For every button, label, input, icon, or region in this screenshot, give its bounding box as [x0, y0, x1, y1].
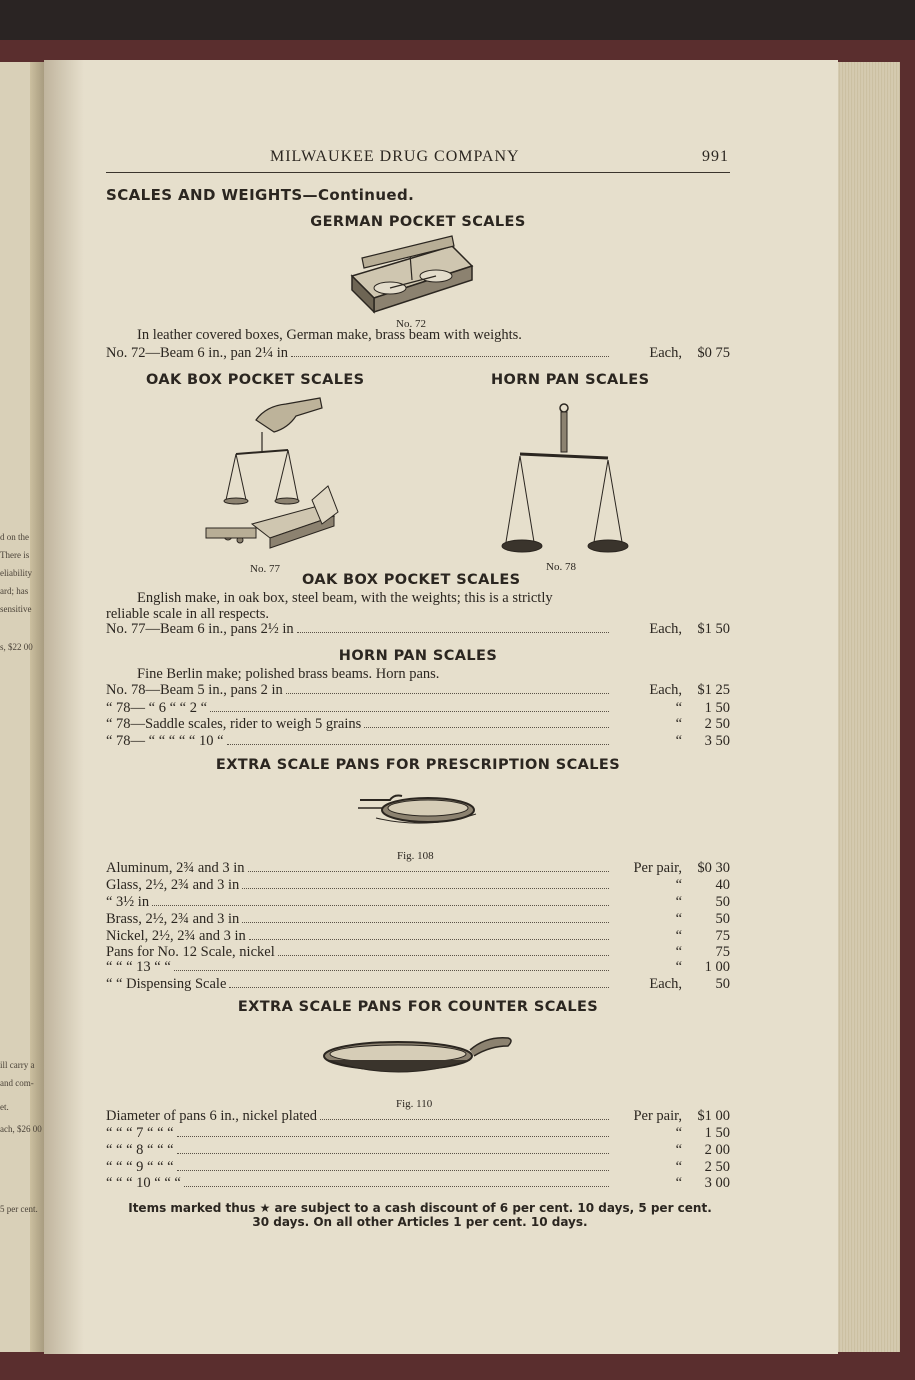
price: 2 50 [704, 1159, 730, 1175]
item-description: Pans for No. 12 Scale, nickel [106, 944, 275, 960]
price: $1 25 [697, 682, 730, 698]
page-edges [838, 62, 900, 1352]
unit: “ [675, 700, 682, 716]
item-description: “ 3½ in [106, 894, 150, 910]
price-row [106, 1175, 730, 1193]
german-scale-illustration [340, 236, 490, 316]
price: 3 00 [704, 1175, 730, 1191]
unit: “ [675, 716, 682, 732]
item-description: “ “ “ 9 “ “ “ [106, 1159, 174, 1175]
price-row [106, 976, 730, 994]
unit: “ [675, 959, 682, 975]
price-row [106, 621, 730, 639]
unit: “ [675, 1175, 682, 1191]
horn-figure-caption: No. 78 [546, 561, 576, 573]
leader-dots [174, 970, 609, 971]
item-description: “ “ “ 8 “ “ “ [106, 1142, 174, 1158]
leader-dots [248, 871, 609, 872]
item-description: “ “ “ 10 “ “ “ [106, 1175, 181, 1191]
price-row [106, 733, 730, 751]
price: 1 50 [704, 700, 730, 716]
leader-dots [227, 744, 609, 745]
price: 50 [715, 976, 730, 992]
counter-figure-caption: Fig. 110 [396, 1098, 433, 1110]
header-rule [106, 172, 730, 173]
leader-dots [286, 693, 609, 694]
price: 2 00 [704, 1142, 730, 1158]
price: 75 [715, 928, 730, 944]
item-description: Nickel, 2½, 2¾ and 3 in [106, 928, 246, 944]
leader-dots [184, 1186, 609, 1187]
item-description: “ 78— “ “ “ “ “ 10 “ [106, 733, 224, 749]
page-number: 991 [702, 148, 729, 165]
item-description: Aluminum, 2¾ and 3 in [106, 860, 245, 876]
unit: Per pair, [633, 1108, 682, 1124]
oak-heading: OAK BOX POCKET SCALES [302, 572, 521, 588]
unit: Each, [649, 345, 682, 361]
price-row [106, 959, 730, 977]
price-row [106, 1108, 730, 1126]
counter-heading: EXTRA SCALE PANS FOR COUNTER SCALES [237, 999, 599, 1015]
item-description: “ 78—Saddle scales, rider to weigh 5 grains [106, 716, 362, 732]
item-description: No. 72—Beam 6 in., pan 2¼ in [106, 345, 289, 361]
price: 75 [715, 944, 730, 960]
leader-dots [242, 922, 609, 923]
price: 3 50 [704, 733, 730, 749]
leader-dots [152, 905, 609, 906]
running-head-title: MILWAUKEE DRUG COMPANY [270, 148, 520, 165]
leader-dots [242, 888, 609, 889]
unit: “ [675, 1125, 682, 1141]
unit: “ [675, 911, 682, 927]
left-page-fragment: d on the [0, 532, 29, 542]
unit: “ [675, 944, 682, 960]
german-description: In leather covered boxes, German make, brass beam with weights. [137, 327, 522, 343]
prescription-heading: EXTRA SCALE PANS FOR PRESCRIPTION SCALES [215, 757, 621, 773]
unit: “ [675, 1142, 682, 1158]
price: $0 75 [697, 345, 730, 361]
item-description: Glass, 2½, 2¾ and 3 in [106, 877, 240, 893]
price-row [106, 877, 730, 895]
item-description: Diameter of pans 6 in., nickel plated [106, 1108, 317, 1124]
leader-dots [229, 987, 609, 988]
price: 40 [715, 877, 730, 893]
horn-heading-top: HORN PAN SCALES [491, 372, 650, 388]
price-row [106, 682, 730, 700]
leader-dots [278, 955, 609, 956]
horn-description: Fine Berlin make; polished brass beams. Horn pans. [137, 666, 440, 682]
leader-dots [364, 727, 609, 728]
leader-dots [320, 1119, 609, 1120]
german-heading: GERMAN POCKET SCALES [310, 214, 526, 230]
item-description: “ “ Dispensing Scale [106, 976, 227, 992]
price: 1 50 [704, 1125, 730, 1141]
unit: “ [675, 733, 682, 749]
unit: Each, [649, 976, 682, 992]
left-page-fragment: ill carry a [0, 1060, 35, 1070]
oak-scale-illustration [200, 392, 340, 552]
price-row [106, 894, 730, 912]
price: $0 30 [697, 860, 730, 876]
left-page-edge [0, 62, 44, 1352]
unit: Each, [649, 682, 682, 698]
price: $1 00 [697, 1108, 730, 1124]
price-row [106, 716, 730, 734]
price: 2 50 [704, 716, 730, 732]
price-row [106, 1142, 730, 1160]
leader-dots [249, 939, 609, 940]
prescription-figure-caption: Fig. 108 [397, 850, 434, 862]
price-row [106, 911, 730, 929]
price: $1 50 [697, 621, 730, 637]
item-description: “ “ “ 13 “ “ [106, 959, 171, 975]
left-page-fragment: eliability [0, 568, 32, 578]
leader-dots [177, 1153, 609, 1154]
unit: Per pair, [633, 860, 682, 876]
unit: “ [675, 894, 682, 910]
gutter-shadow [30, 62, 44, 1352]
leader-dots [291, 356, 609, 357]
leader-dots [297, 632, 609, 633]
price: 1 00 [704, 959, 730, 975]
left-page-fragment: and com- [0, 1078, 34, 1088]
oak-description-line1: English make, in oak box, steel beam, with the weights; this is a strictly [137, 590, 553, 606]
item-description: “ 78— “ 6 “ “ 2 “ [106, 700, 208, 716]
left-page-fragment: There is [0, 550, 30, 560]
left-page-fragment: 5 per cent. [0, 1204, 38, 1214]
oak-figure-caption: No. 77 [250, 563, 280, 575]
oak-heading-top: OAK BOX POCKET SCALES [146, 372, 365, 388]
price-row [106, 860, 730, 878]
item-description: No. 78—Beam 5 in., pans 2 in [106, 682, 283, 698]
item-description: Brass, 2½, 2¾ and 3 in [106, 911, 240, 927]
left-page-fragment: s, $22 00 [0, 642, 33, 652]
counter-pan-illustration [322, 1034, 522, 1084]
leader-dots [177, 1170, 609, 1171]
footer-line-2: 30 days. On all other Articles 1 per cent. 10 days. [252, 1215, 588, 1229]
german-figure-caption: No. 72 [396, 318, 426, 330]
price-row [106, 1125, 730, 1143]
unit: “ [675, 877, 682, 893]
section-title: SCALES AND WEIGHTS—Continued. [106, 186, 415, 204]
leader-dots [210, 711, 609, 712]
item-description: No. 77—Beam 6 in., pans 2½ in [106, 621, 294, 637]
horn-heading: HORN PAN SCALES [338, 648, 498, 664]
left-page-fragment: ard; has [0, 586, 29, 596]
left-page-fragment: sensitive [0, 604, 32, 614]
footer-line-1: Items marked thus ★ are subject to a cash discount of 6 per cent. 10 days, 5 per cent. [128, 1201, 712, 1215]
price: 50 [715, 894, 730, 910]
unit: “ [675, 1159, 682, 1175]
unit: “ [675, 928, 682, 944]
left-page-fragment: ach, $26 00 [0, 1124, 42, 1134]
price-row [106, 345, 730, 363]
item-description: “ “ “ 7 “ “ “ [106, 1125, 174, 1141]
unit: Each, [649, 621, 682, 637]
prescription-pan-illustration [356, 786, 486, 836]
price: 50 [715, 911, 730, 927]
leader-dots [177, 1136, 609, 1137]
left-page-fragment: et. [0, 1102, 9, 1112]
oak-description-line2: reliable scale in all respects. [106, 606, 270, 622]
horn-scale-illustration [500, 400, 640, 560]
